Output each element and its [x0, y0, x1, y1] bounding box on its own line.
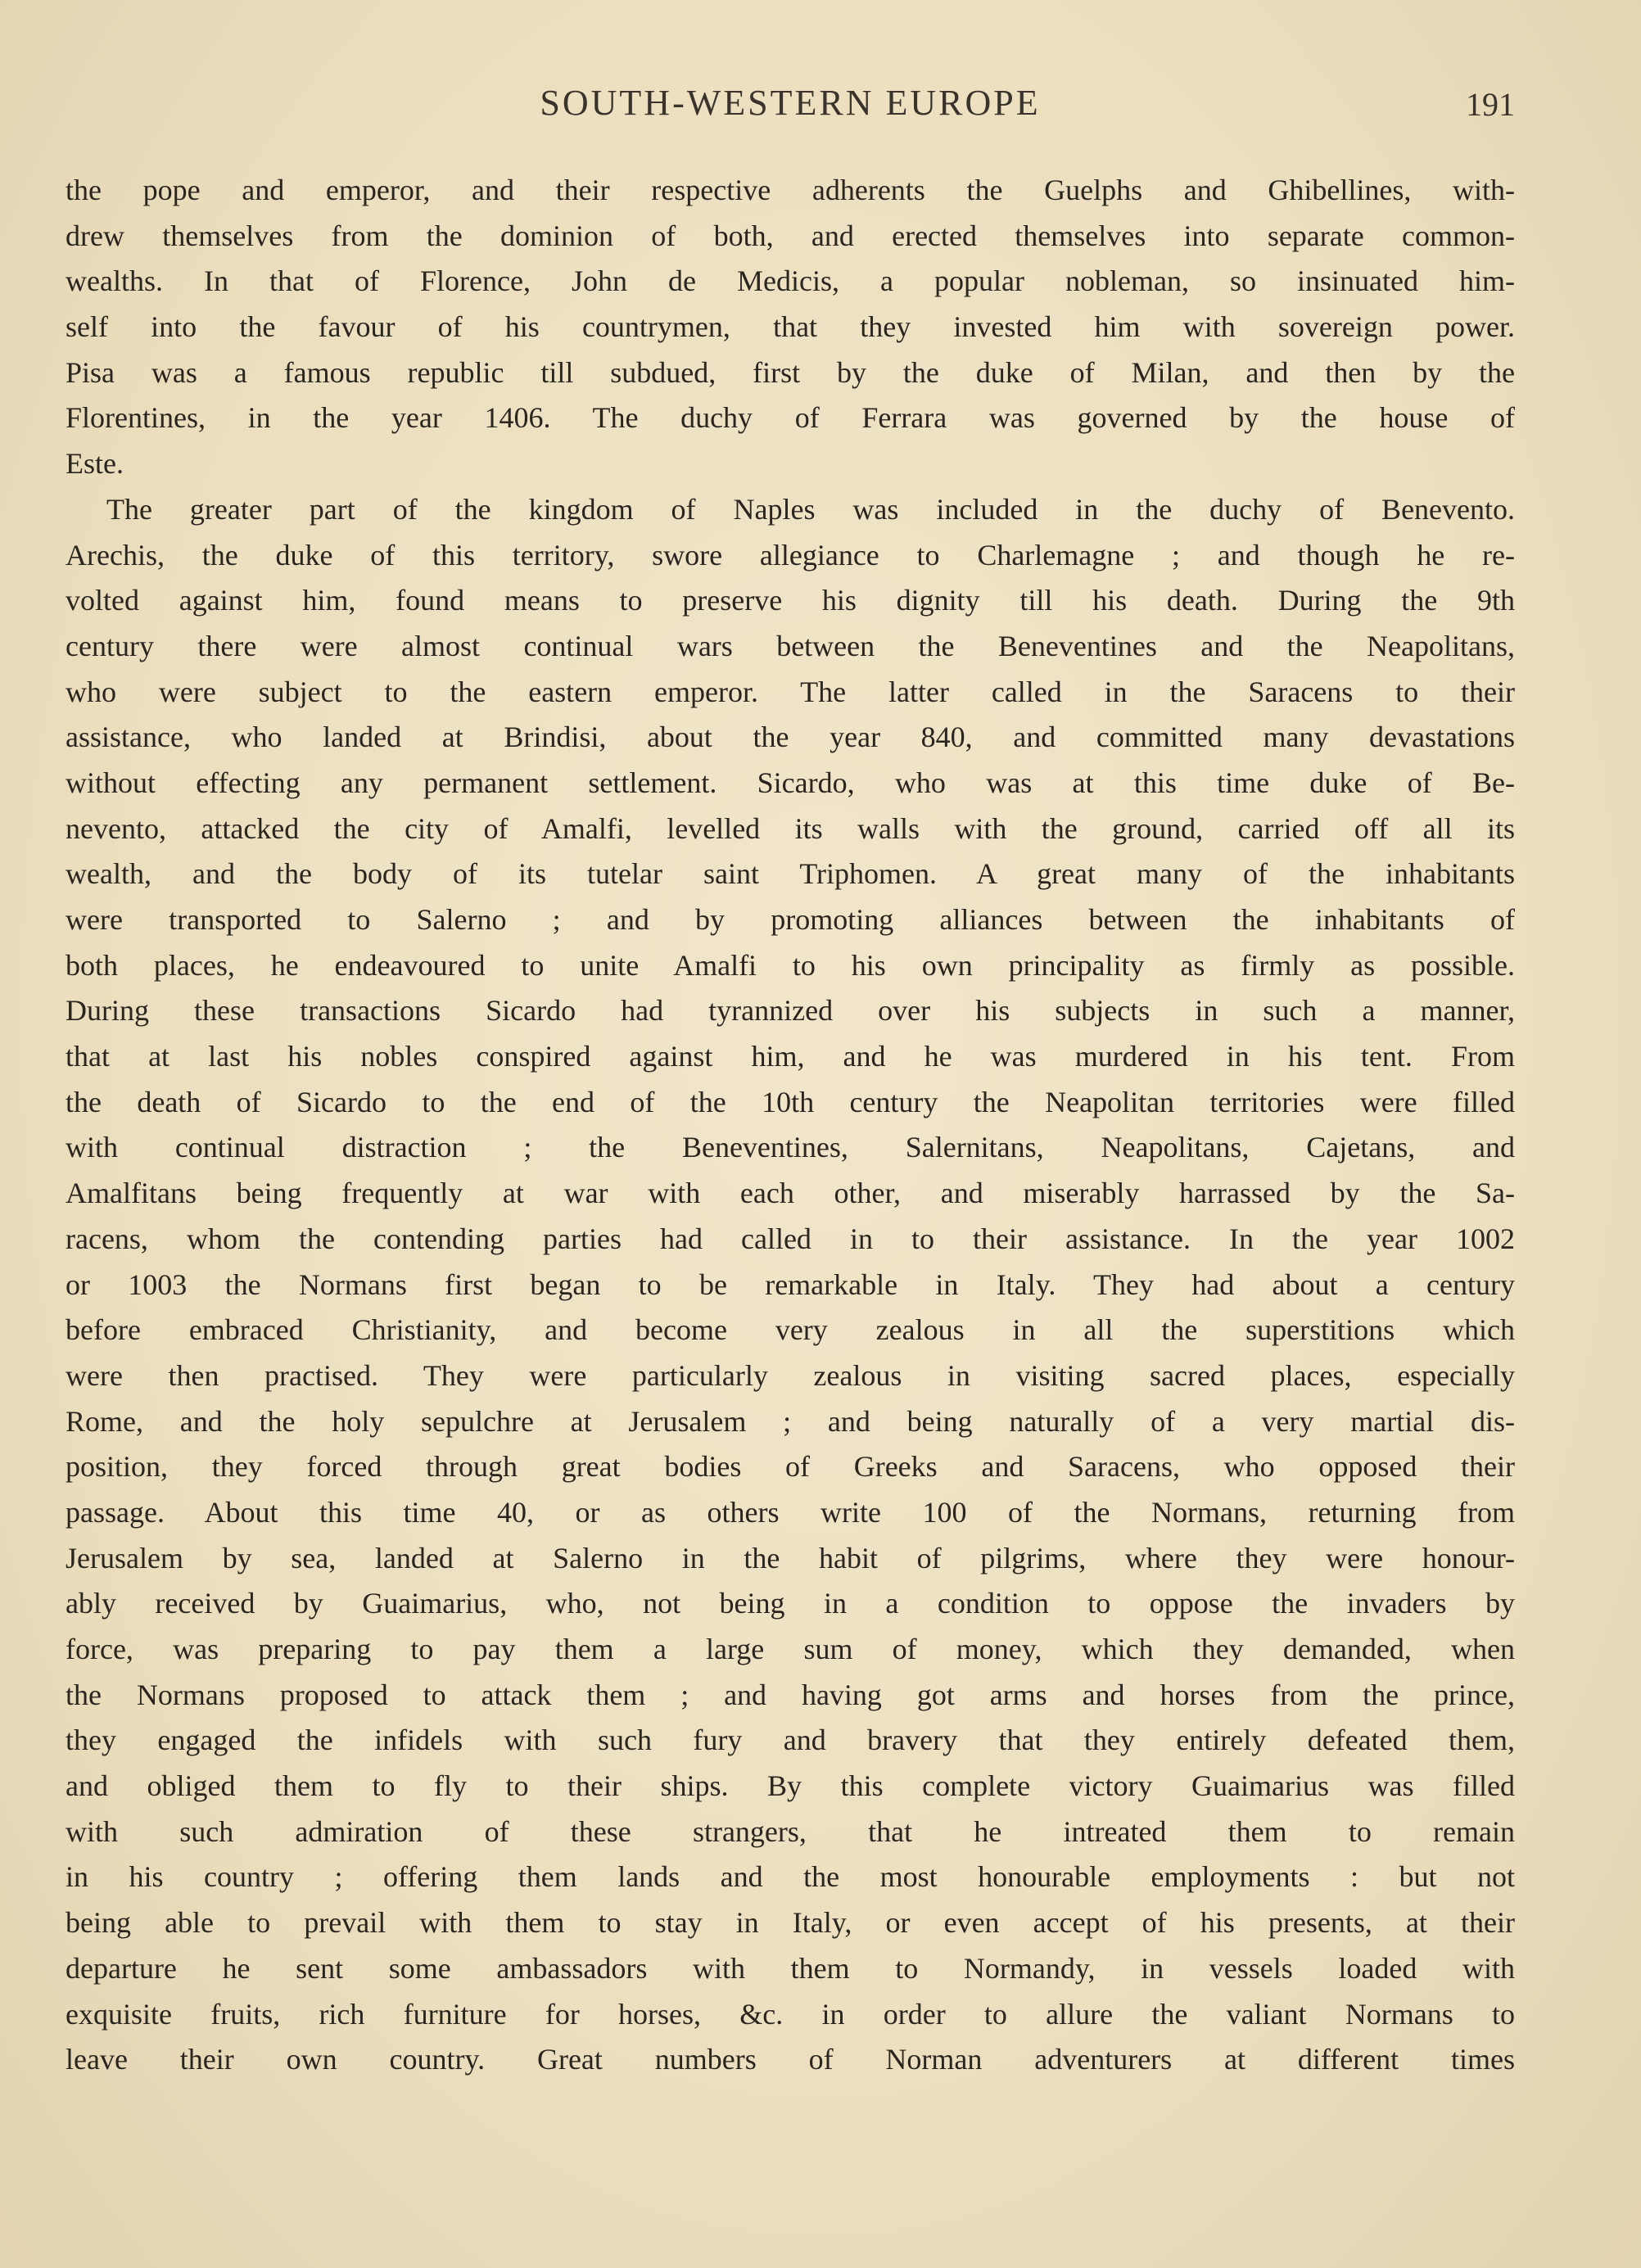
text-line: The greater part of the kingdom of Naples was included in the duchy of Benevento.	[106, 492, 1515, 526]
running-head	[66, 82, 1515, 131]
page-number: 191	[1466, 86, 1515, 123]
text-line: or 1003 the Normans first began to be remarkable in Italy. They had about a century	[66, 1267, 1515, 1301]
text-line: Pisa was a famous republic till subdued, first by the duke of Milan, and then by the	[66, 355, 1515, 389]
text-line: century there were almost continual wars between the Beneventines and the Neapolitans,	[66, 629, 1515, 662]
text-line: were then practised. They were particularly zealous in visiting sacred places, especially	[66, 1358, 1515, 1392]
text-line: and obliged them to fly to their ships. By this complete victory Guaimarius was filled	[66, 1769, 1515, 1803]
text-line: volted against him, found means to preserve his dignity till his death. During the 9th	[66, 584, 1515, 617]
text-line: without effecting any permanent settlement. Sicardo, who was at this time duke of Be-	[66, 766, 1515, 799]
text-line: with continual distraction ; the Beneventines, Salernitans, Neapolitans, Cajetans, and	[66, 1131, 1515, 1164]
text-line: self into the favour of his countrymen, that they invested him with sovereign power.	[66, 310, 1515, 344]
text-line: they engaged the infidels with such fury and bravery that they entirely defeated them,	[66, 1724, 1515, 1757]
text-line: Jerusalem by sea, landed at Salerno in the habit of pilgrims, where they were honour-	[66, 1541, 1515, 1574]
text-line: passage. About this time 40, or as others write 100 of the Normans, returning from	[66, 1495, 1515, 1529]
text-line: that at last his nobles conspired against him, and he was murdered in his tent. From	[66, 1040, 1515, 1073]
text-line: before embraced Christianity, and become very zealous in all the superstitions which	[66, 1313, 1515, 1347]
text-line: being able to prevail with them to stay in Italy, or even accept of his presents, at their	[66, 1906, 1515, 1940]
text-line: racens, whom the contending parties had called in to their assistance. In the year 1002	[66, 1222, 1515, 1255]
text-line: exquisite fruits, rich furniture for horses, &c. in order to allure the valiant Normans to	[66, 1997, 1515, 2031]
text-line: Este.	[66, 447, 124, 481]
text-line: were transported to Salerno ; and by promoting alliances between the inhabitants of	[66, 903, 1515, 936]
text-line: wealth, and the body of its tutelar saint Triphomen. A great many of the inhabitants	[66, 857, 1515, 891]
text-line: both places, he endeavoured to unite Amalfi to his own principality as firmly as possible.	[66, 948, 1515, 982]
text-line: Arechis, the duke of this territory, swore allegiance to Charlemagne ; and though he re-	[66, 538, 1515, 572]
text-line: who were subject to the eastern emperor. The latter called in the Saracens to their	[66, 675, 1515, 708]
text-line: Amalfitans being frequently at war with each other, and miserably harrassed by the Sa-	[66, 1177, 1515, 1210]
text-line: nevento, attacked the city of Amalfi, levelled its walls with the ground, carried off all its	[66, 811, 1515, 845]
text-line: drew themselves from the dominion of both, and erected themselves into separate common-	[66, 219, 1515, 252]
text-line: with such admiration of these strangers, that he intreated them to remain	[66, 1814, 1515, 1848]
text-line: departure he sent some ambassadors with them to Normandy, in vessels loaded with	[66, 1951, 1515, 1985]
paragraph-2	[66, 487, 1515, 2083]
text-line: wealths. In that of Florence, John de Medicis, a popular nobleman, so insinuated him-	[66, 264, 1515, 298]
text-line: position, they forced through great bodies of Greeks and Saracens, who opposed their	[66, 1450, 1515, 1484]
text-line: Florentines, in the year 1406. The duchy of Ferrara was governed by the house of	[66, 401, 1515, 435]
text-line: assistance, who landed at Brindisi, about the year 840, and committed many devastations	[66, 721, 1515, 754]
text-line: ably received by Guaimarius, who, not being in a condition to oppose the invaders by	[66, 1587, 1515, 1620]
text-line: the pope and emperor, and their respective adherents the Guelphs and Ghibellines, with-	[66, 174, 1515, 206]
body-text	[66, 168, 1515, 2083]
text-line: leave their own country. Great numbers of Norman adventurers at different times	[66, 2043, 1515, 2076]
text-line: During these transactions Sicardo had tyrannized over his subjects in such a manner,	[66, 994, 1515, 1028]
text-line: Rome, and the holy sepulchre at Jerusalem ; and being naturally of a very martial dis-	[66, 1404, 1515, 1438]
text-line: in his country ; offering them lands and the most honourable employments : but not	[66, 1860, 1515, 1894]
paragraph-1	[66, 168, 1515, 487]
text-line: the Normans proposed to attack them ; and having got arms and horses from the prince,	[66, 1678, 1515, 1711]
text-line: force, was preparing to pay them a large sum of money, which they demanded, when	[66, 1633, 1515, 1665]
text-line: the death of Sicardo to the end of the 10th century the Neapolitan territories were filled	[66, 1085, 1515, 1118]
running-title: SOUTH-WESTERN EUROPE	[540, 83, 1041, 123]
